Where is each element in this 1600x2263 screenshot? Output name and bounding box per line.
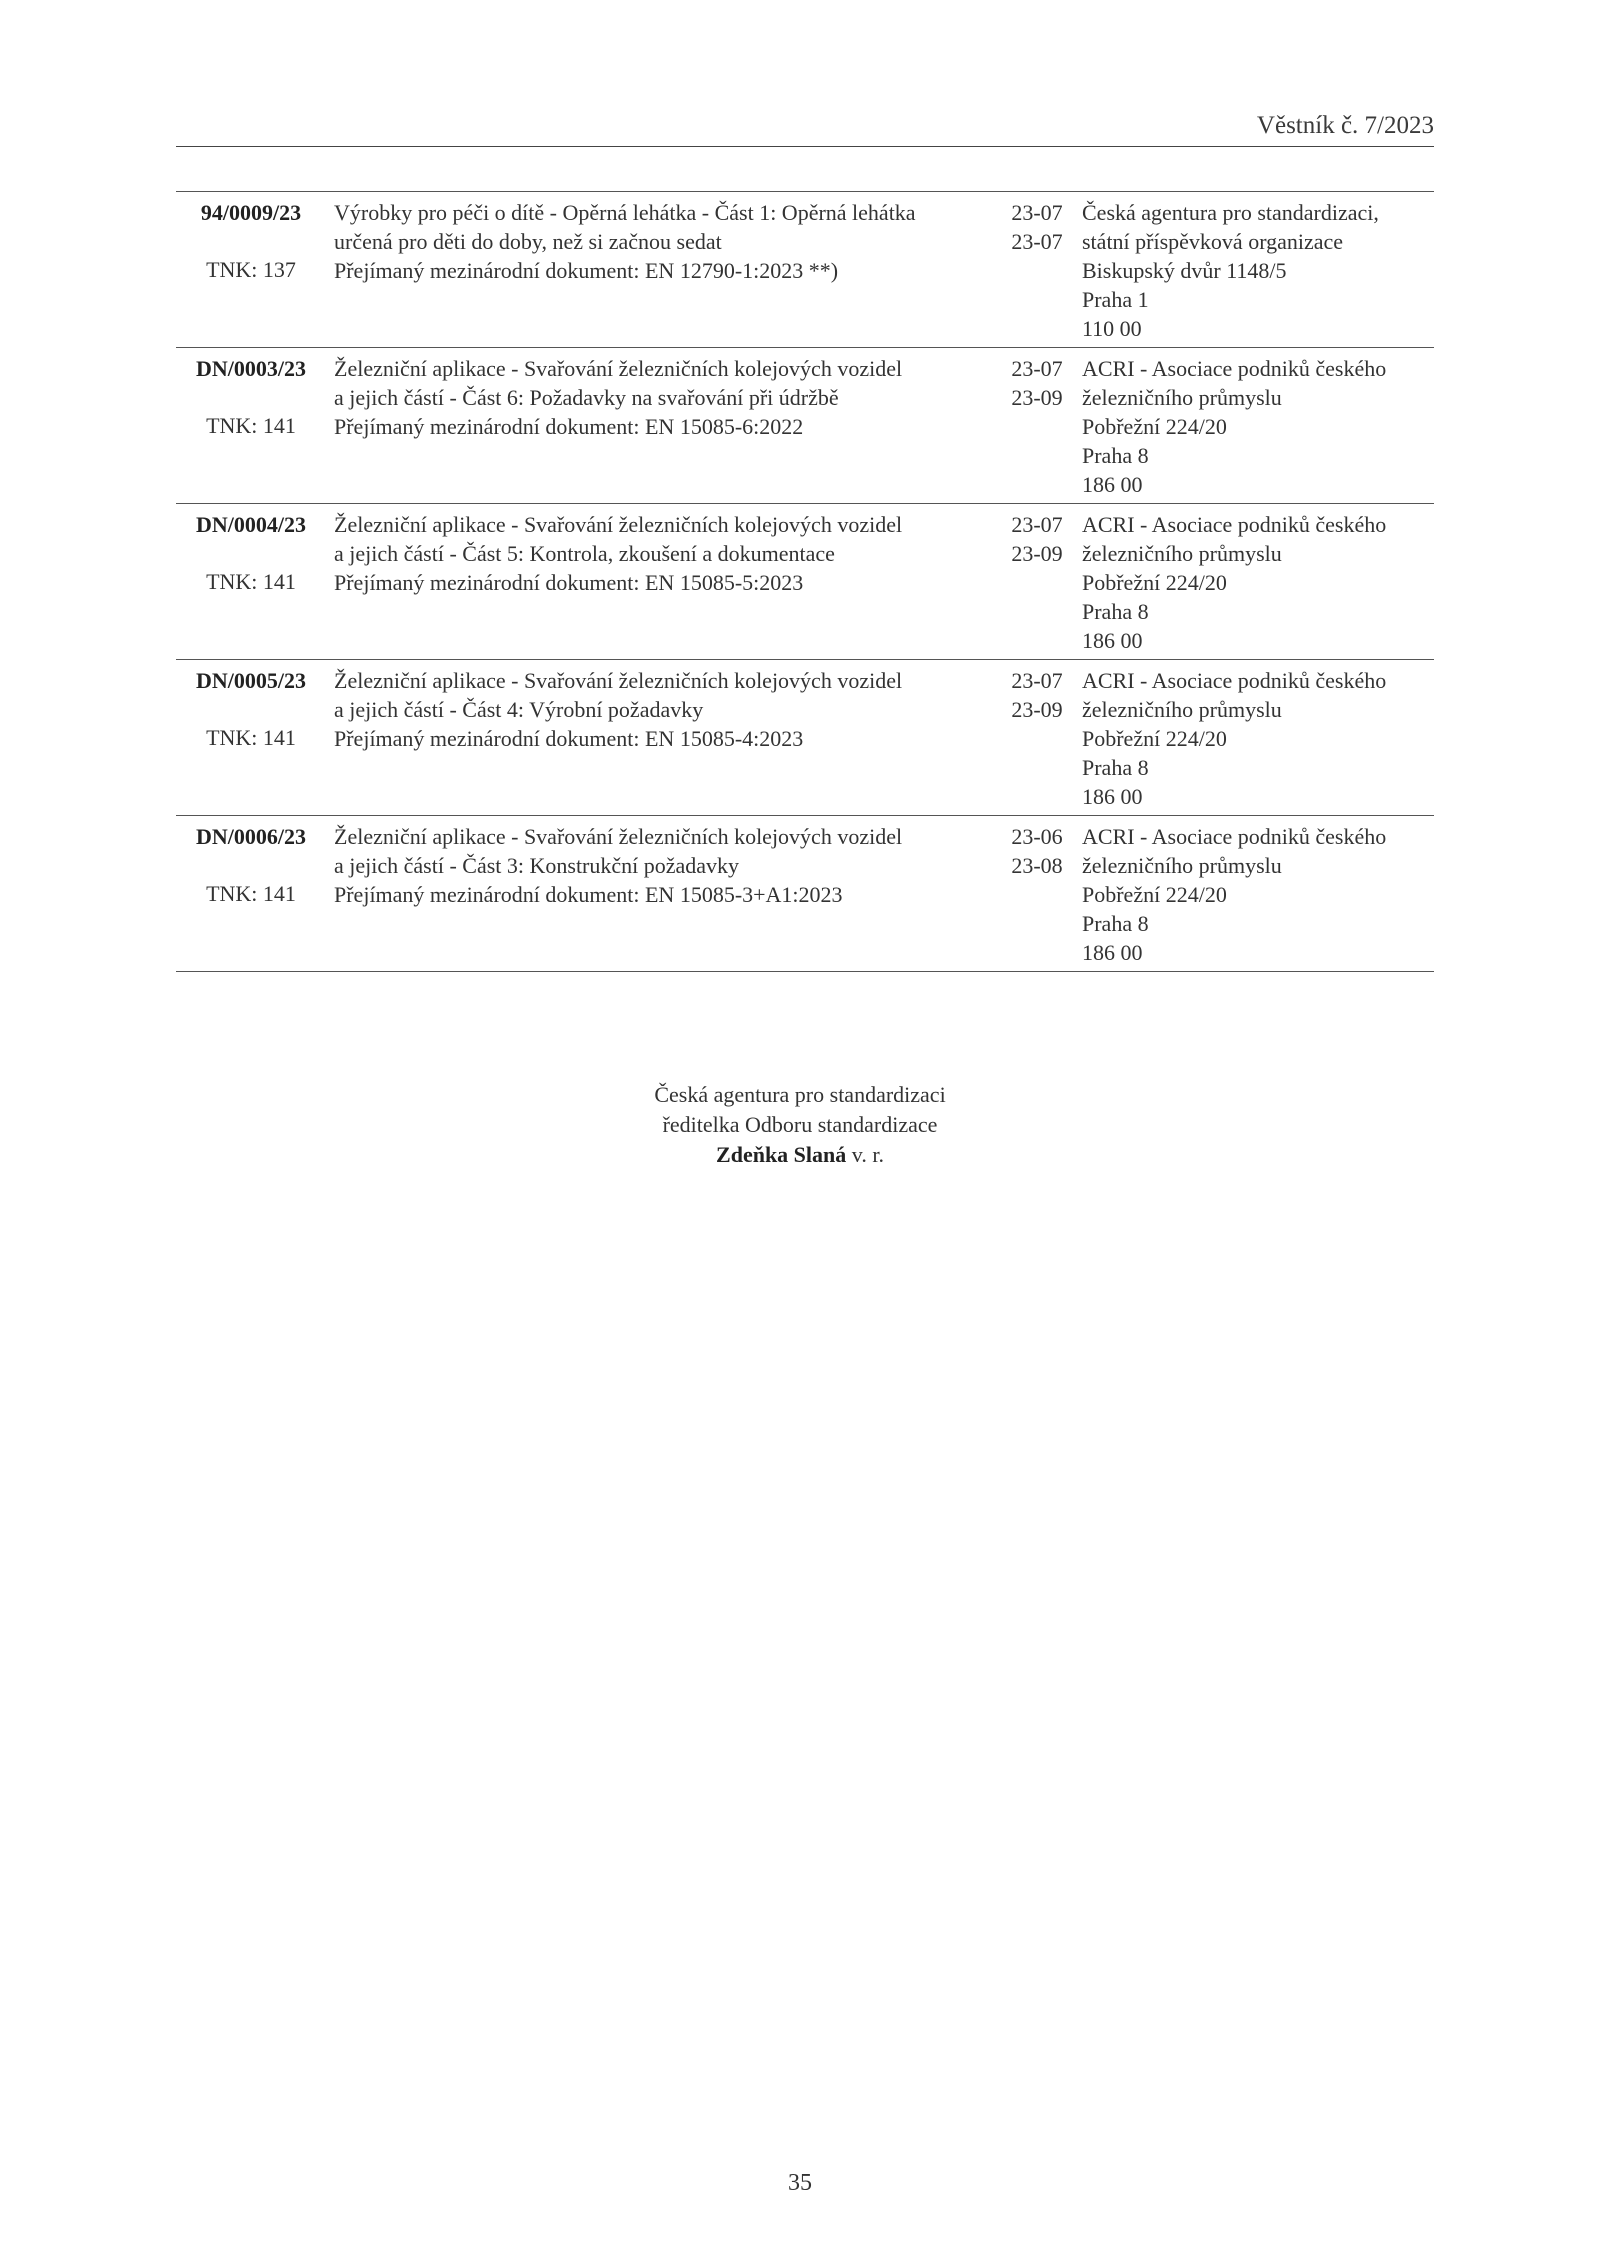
record-tnk: TNK: 141 — [206, 725, 296, 750]
record-number: DN/0003/23 — [196, 356, 306, 381]
organization-line: Pobřežní 224/20 — [1082, 414, 1227, 439]
description-line: Přejímaný mezinárodní dokument: EN 15085-4:2023 — [334, 726, 804, 751]
description-line: určená pro děti do doby, než si začnou sedat — [334, 229, 722, 254]
organization-line: ACRI - Asociace podniků českého — [1082, 512, 1387, 537]
organization-line: 186 00 — [1082, 784, 1143, 809]
record-tnk: TNK: 141 — [206, 569, 296, 594]
record-description — [334, 354, 992, 498]
organization-line: Pobřežní 224/20 — [1082, 882, 1227, 907]
table-row — [176, 348, 1434, 504]
record-tnk: TNK: 141 — [206, 881, 296, 906]
organization-line: Biskupský dvůr 1148/5 — [1082, 258, 1287, 283]
description-line: Železniční aplikace - Svařování železničních kolejových vozidel — [334, 668, 903, 693]
record-organization — [1082, 354, 1434, 498]
standards-table — [176, 191, 1434, 972]
record-id-cell — [176, 666, 314, 810]
organization-line: železničního průmyslu — [1082, 541, 1282, 566]
signature-block — [0, 1080, 1600, 1170]
date-line: 23-07 — [1011, 200, 1063, 225]
record-organization — [1082, 510, 1434, 654]
record-tnk: TNK: 141 — [206, 413, 296, 438]
record-dates — [992, 354, 1082, 498]
table-row — [176, 192, 1434, 348]
date-line: 23-09 — [1011, 541, 1063, 566]
organization-line: železničního průmyslu — [1082, 385, 1282, 410]
organization-line: 186 00 — [1082, 940, 1143, 965]
organization-line: ACRI - Asociace podniků českého — [1082, 824, 1387, 849]
signatory-name: Zdeňka Slaná — [716, 1142, 847, 1167]
description-line: Výrobky pro péči o dítě - Opěrná lehátka - Část 1: Opěrná lehátka — [334, 200, 916, 225]
organization-line: Praha 8 — [1082, 443, 1149, 468]
signature-name-line — [0, 1140, 1600, 1170]
page-number: 35 — [788, 2170, 812, 2196]
description-line: Přejímaný mezinárodní dokument: EN 15085-5:2023 — [334, 570, 804, 595]
record-dates — [992, 510, 1082, 654]
organization-line: 186 00 — [1082, 472, 1143, 497]
record-tnk: TNK: 137 — [206, 257, 296, 282]
record-id-cell — [176, 822, 314, 966]
record-number: DN/0006/23 — [196, 824, 306, 849]
description-line: Železniční aplikace - Svařování železničních kolejových vozidel — [334, 512, 903, 537]
description-line: Železniční aplikace - Svařování železničních kolejových vozidel — [334, 356, 903, 381]
date-line: 23-08 — [1011, 853, 1063, 878]
record-organization — [1082, 198, 1434, 342]
table-row — [176, 660, 1434, 816]
organization-line: 186 00 — [1082, 628, 1143, 653]
description-line: Přejímaný mezinárodní dokument: EN 15085-3+A1:2023 — [334, 882, 843, 907]
page-header — [176, 112, 1434, 147]
bulletin-title: Věstník č. 7/2023 — [1256, 112, 1434, 139]
record-id-cell — [176, 198, 314, 342]
organization-line: Pobřežní 224/20 — [1082, 570, 1227, 595]
record-dates — [992, 198, 1082, 342]
organization-line: železničního průmyslu — [1082, 853, 1282, 878]
organization-line: 110 00 — [1082, 316, 1142, 341]
record-id-cell — [176, 354, 314, 498]
signature-agency: Česká agentura pro standardizaci — [654, 1082, 946, 1107]
organization-line: ACRI - Asociace podniků českého — [1082, 356, 1387, 381]
table-row — [176, 504, 1434, 660]
organization-line: železničního průmyslu — [1082, 697, 1282, 722]
description-line: a jejich částí - Část 4: Výrobní požadavky — [334, 697, 704, 722]
organization-line: Praha 8 — [1082, 599, 1149, 624]
description-line: Přejímaný mezinárodní dokument: EN 12790-1:2023 **) — [334, 258, 839, 283]
record-description — [334, 666, 992, 810]
record-dates — [992, 822, 1082, 966]
date-line: 23-09 — [1011, 697, 1063, 722]
signature-suffix: v. r. — [851, 1142, 884, 1167]
description-line: Železniční aplikace - Svařování železničních kolejových vozidel — [334, 824, 903, 849]
date-line: 23-07 — [1011, 356, 1063, 381]
record-id-cell — [176, 510, 314, 654]
date-line: 23-07 — [1011, 668, 1063, 693]
record-dates — [992, 666, 1082, 810]
description-line: Přejímaný mezinárodní dokument: EN 15085-6:2022 — [334, 414, 804, 439]
organization-line: ACRI - Asociace podniků českého — [1082, 668, 1387, 693]
record-organization — [1082, 822, 1434, 966]
organization-line: státní příspěvková organizace — [1082, 229, 1344, 254]
signature-role: ředitelka Odboru standardizace — [662, 1112, 938, 1137]
date-line: 23-07 — [1011, 512, 1063, 537]
organization-line: Česká agentura pro standardizaci, — [1082, 200, 1379, 225]
description-line: a jejich částí - Část 5: Kontrola, zkoušení a dokumentace — [334, 541, 835, 566]
description-line: a jejich částí - Část 3: Konstrukční požadavky — [334, 853, 740, 878]
table-row — [176, 816, 1434, 972]
record-description — [334, 198, 992, 342]
record-description — [334, 822, 992, 966]
date-line: 23-06 — [1011, 824, 1063, 849]
record-number: 94/0009/23 — [200, 200, 302, 225]
record-number: DN/0005/23 — [196, 668, 306, 693]
organization-line: Praha 8 — [1082, 755, 1149, 780]
date-line: 23-07 — [1011, 229, 1063, 254]
description-line: a jejich částí - Část 6: Požadavky na svařování při údržbě — [334, 385, 839, 410]
organization-line: Praha 8 — [1082, 911, 1149, 936]
date-line: 23-09 — [1011, 385, 1063, 410]
organization-line: Pobřežní 224/20 — [1082, 726, 1227, 751]
record-description — [334, 510, 992, 654]
record-number: DN/0004/23 — [196, 512, 306, 537]
record-organization — [1082, 666, 1434, 810]
organization-line: Praha 1 — [1082, 287, 1149, 312]
